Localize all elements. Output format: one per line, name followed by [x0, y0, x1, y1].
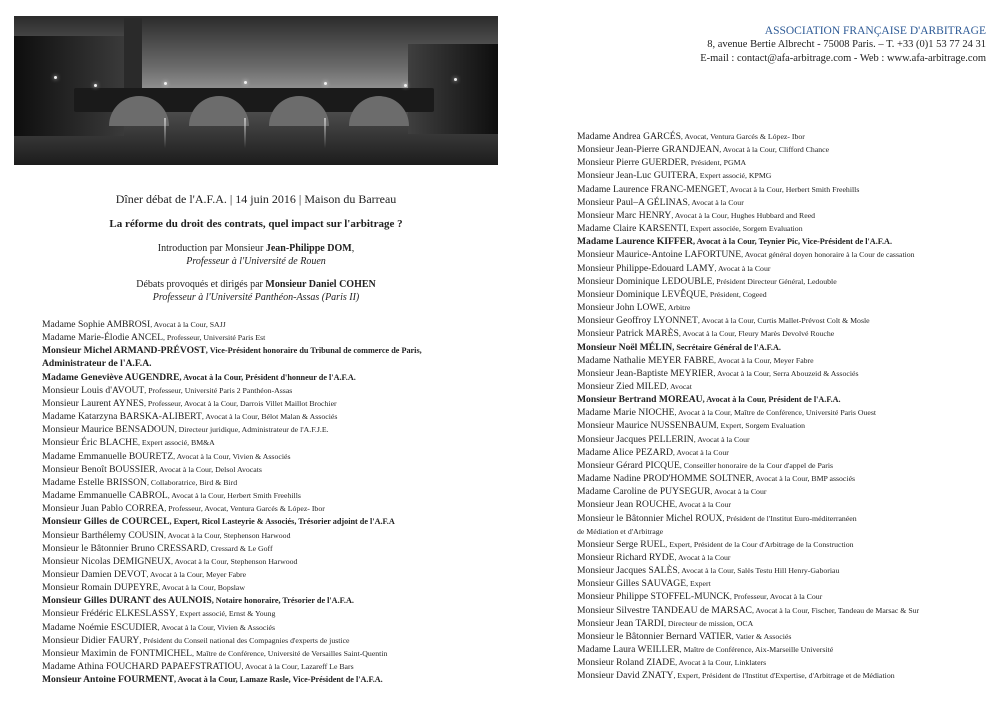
attendee-name: Madame Emmanuelle BOURETZ	[42, 450, 174, 462]
attendee-role: Avocat à la Cour, Stephenson Harwood	[174, 556, 298, 566]
attendee-name: Madame Andrea GARCÉS	[577, 131, 681, 142]
attendee-name: Monsieur Laurent AYNES	[42, 397, 144, 409]
attendee-name: Monsieur Barthélemy COUSIN	[42, 529, 165, 541]
attendee-name: Madame Alice PEZARD	[577, 446, 673, 458]
attendee-entry: Monsieur Maurice NUSSENBAUM, Expert, Sorgem Evaluation	[577, 420, 806, 432]
attendee-name: Madame Caroline de PUYSEGUR	[577, 486, 711, 498]
attendee-name: Monsieur Michel ARMAND-PRÉVOST	[42, 345, 206, 357]
attendee-role: Avocat à la Cour, Salès Testu Hill Henry-Gaboriau	[681, 566, 840, 576]
attendee-entry: Madame Emmanuelle CABROL, Avocat à la Cour, Herbert Smith Freehills	[42, 490, 301, 502]
attendee-entry	[577, 525, 919, 538]
attendee-role: Avocat à la Cour, Bélot Malan & Associés	[205, 412, 338, 422]
attendee-name: Monsieur Serge RUEL	[577, 538, 666, 550]
attendee-name: Monsieur Pierre GUERDER	[577, 157, 687, 169]
attendee-entry: Monsieur Juan Pablo CORREA, Professeur, Avocat, Ventura Garcés & López- Ibor	[42, 503, 325, 515]
intro-speaker-role: Professeur à l'Université de Rouen	[186, 256, 326, 267]
attendee-name: Monsieur Maurice BENSADOUN	[42, 424, 175, 436]
attendee-role: Avocat à la Cour	[713, 487, 767, 497]
attendee-name: Monsieur Jean-Pierre GRANDJEAN	[577, 144, 720, 156]
attendee-role: Vice-Président honoraire du Tribunal de commerce de Paris,	[209, 346, 422, 356]
attendee-role: de Médiation et d'Arbitrage	[577, 526, 664, 536]
attendee-role: Avocat à la Cour	[691, 197, 744, 207]
attendee-name: Monsieur Noël MÉLIN	[577, 341, 673, 353]
attendee-entry: Monsieur Noël MÉLIN, Secrétaire Général de l'A.F.A.	[577, 341, 781, 353]
attendee-role: Expert, Sorgem Evaluation	[720, 421, 806, 431]
attendee-name: Monsieur Gilles de COURCEL	[42, 516, 170, 528]
attendee-role: Avocat à la Cour, Meyer Fabre	[717, 355, 814, 365]
attendee-entry: Monsieur Gilles SAUVAGE, Expert	[577, 578, 711, 590]
attendee-name: Madame Laurence KIFFER	[577, 236, 694, 248]
attendee-entry: Monsieur le Bâtonnier Michel ROUX, Président de l'Institut Euro-méditerranéen	[577, 512, 857, 524]
attendee-entry: Monsieur Éric BLACHE, Expert associé, BM&A	[42, 437, 215, 449]
attendee-name: Monsieur John LOWE	[577, 302, 665, 314]
attendee-entry: Madame Katarzyna BARSKA-ALIBERT, Avocat à la Cour, Bélot Malan & Associés	[42, 411, 338, 423]
attendee-name: Monsieur Silvestre TANDEAU de MARSAC	[577, 604, 752, 616]
attendee-name: Monsieur le Bâtonnier Michel ROUX	[577, 512, 723, 524]
attendee-name: Madame Nathalie MEYER FABRE	[577, 354, 715, 366]
attendee-entry: Monsieur Serge RUEL, Expert, Président de la Cour d'Arbitrage de la Construction	[577, 538, 854, 550]
attendee-entry: Madame Andrea GARCÉS, Avocat, Ventura Garcés & López- Ibor	[577, 131, 805, 142]
attendee-name: Monsieur Gilles DURANT des AULNOIS	[42, 595, 212, 607]
intro-suffix: ,	[351, 243, 355, 254]
attendee-list-right	[577, 130, 919, 683]
attendee-name: Madame Geneviève AUGENDRE	[42, 371, 180, 383]
attendee-entry: Madame Laurence FRANC-MENGET, Avocat à la Cour, Herbert Smith Freehills	[577, 183, 860, 195]
organization-address: 8, avenue Bertie Albrecht - 75008 Paris. – T. +33 (0)1 53 77 24 31	[707, 39, 986, 50]
attendee-role: Avocat à la Cour, Linklaters	[678, 658, 767, 668]
attendee-name: Madame Estelle BRISSON	[42, 476, 147, 488]
attendee-entry: Monsieur Romain DUPEYRE, Avocat à la Cour, Bopslaw	[42, 582, 246, 594]
attendee-entry: Madame Marie NIOCHE, Avocat à la Cour, Maître de Conférence, Université Paris Ouest	[577, 407, 877, 419]
attendee-entry: Monsieur Barthélemy COUSIN, Avocat à la Cour, Stephenson Harwood	[42, 529, 291, 541]
organization-header	[700, 24, 986, 66]
attendee-role: Expert associé, KPMG	[699, 171, 772, 181]
attendee-role: Avocat à la Cour, Serra Abouzeid & Associés	[716, 368, 859, 378]
attendee-entry: Madame Athina FOUCHARD PAPAEFSTRATIOU, Avocat à la Cour, Lazareff Le Bars	[42, 661, 354, 673]
attendee-name: Monsieur Éric BLACHE	[42, 437, 138, 449]
attendee-role: Avocat à la Cour, Herbert Smith Freehills	[729, 184, 860, 194]
attendee-entry	[42, 357, 422, 370]
attendee-entry: Madame Sophie AMBROSI, Avocat à la Cour, SAJJ	[42, 319, 226, 330]
attendee-entry: Monsieur David ZNATY, Expert, Président de l'Institut d'Expertise, d'Arbitrage et de Médiation	[577, 670, 895, 682]
attendee-role: Professeur, Avocat à la Cour, Darrois Villet Maillot Brochier	[147, 398, 337, 408]
attendee-name: Monsieur Maurice-Antoine LAFORTUNE	[577, 249, 742, 261]
attendee-role: Avocat	[670, 381, 692, 391]
attendee-name: Monsieur Philippe-Edouard LAMY	[577, 262, 715, 274]
attendee-name: Monsieur Damien DEVOT	[42, 568, 147, 580]
attendee-entry: Madame Nadine PROD'HOMME SOLTNER, Avocat à la Cour, BMP associés	[577, 473, 856, 485]
attendee-entry: Monsieur Gérard PICQUE, Conseiller honoraire de la Cour d'appel de Paris	[577, 459, 834, 471]
attendee-entry: Monsieur Antoine FOURMENT, Avocat à la Cour, Lamaze Rasle, Vice-Président de l'A.F.A.	[42, 674, 383, 686]
attendee-name: Monsieur Dominique LEDOUBLE	[577, 275, 713, 287]
attendee-role: Avocat à la Cour, Bopslaw	[161, 583, 246, 593]
attendee-role: Expert, Ricol Lasteyrie & Associés, Trésorier adjoint de l'A.F.A	[173, 517, 395, 527]
attendee-role: Avocat à la Cour, Curtis Mallet-Prévost Colt & Mosle	[701, 316, 870, 326]
attendee-role: Avocat à la Cour, BMP associés	[755, 474, 856, 484]
attendee-entry: Monsieur Geoffroy LYONNET, Avocat à la Cour, Curtis Mallet-Prévost Colt & Mosle	[577, 315, 870, 327]
attendee-name: Madame Noémie ESCUDIER	[42, 621, 158, 633]
attendee-name: Madame Laurence FRANC-MENGET	[577, 183, 727, 195]
attendee-role: Avocat à la Cour, Lamaze Rasle, Vice-Président de l'A.F.A.	[177, 675, 383, 685]
attendee-name: Monsieur Maximin de FONTMICHEL	[42, 647, 193, 659]
attendee-role: Avocat à la Cour, SAJJ	[153, 320, 226, 329]
attendee-role: Avocat à la Cour	[717, 263, 771, 273]
attendee-entry: Monsieur Jean TARDI, Directeur de mission, OCA	[577, 617, 754, 629]
attendee-name: Monsieur Paul–A GÉLINAS	[577, 196, 688, 208]
attendee-role: Notaire honoraire, Trésorier de l'A.F.A.	[215, 596, 354, 606]
attendee-name: Madame Nadine PROD'HOMME SOLTNER	[577, 473, 752, 485]
attendee-entry: Monsieur Jean-Pierre GRANDJEAN, Avocat à la Cour, Clifford Chance	[577, 144, 830, 156]
attendee-entry: Monsieur Patrick MARÈS, Avocat à la Cour, Fleury Marès Devolvé Rouche	[577, 328, 835, 340]
attendee-entry: Monsieur Maurice-Antoine LAFORTUNE, Avocat général doyen honoraire à la Cour de cassation	[577, 249, 915, 261]
attendee-name: Monsieur Gilles SAUVAGE	[577, 578, 687, 590]
attendee-entry: Monsieur Paul–A GÉLINAS, Avocat à la Cour	[577, 196, 744, 208]
intro-speaker-name: Jean-Philippe DOM	[265, 243, 352, 254]
attendee-entry: Monsieur Zied MILED, Avocat	[577, 380, 692, 392]
attendee-name: Madame Athina FOUCHARD PAPAEFSTRATIOU	[42, 661, 242, 673]
attendee-name: Monsieur Jean-Baptiste MEYRIER	[577, 367, 714, 379]
event-debate	[14, 278, 498, 304]
event-subject: La réforme du droit des contrats, quel impact sur l'arbitrage ?	[109, 218, 403, 230]
attendee-entry: Monsieur Benoît BOUSSIER, Avocat à la Cour, Delsol Avocats	[42, 463, 262, 475]
attendee-name: Monsieur le Bâtonnier Bruno CRESSARD	[42, 542, 207, 554]
attendee-role: Avocat à la Cour, Hughes Hubbard and Reed	[674, 210, 816, 220]
attendee-name: Monsieur Dominique LEVÊQUE	[577, 288, 706, 300]
attendee-role: Avocat à la Cour, Président de l'A.F.A.	[706, 395, 841, 405]
attendee-entry: Monsieur John LOWE, Arbitre	[577, 302, 691, 314]
attendee-role: Conseiller honoraire de la Cour d'appel de Paris	[683, 460, 834, 470]
attendee-entry: Madame Laura WEILLER, Maître de Conférence, Aix-Marseille Université	[577, 644, 834, 656]
attendee-entry: Madame Geneviève AUGENDRE, Avocat à la Cour, Président d'honneur de l'A.F.A.	[42, 371, 356, 383]
attendee-role: Président du Conseil national des Compagnies d'experts de justice	[143, 635, 350, 645]
event-title: Dîner débat de l'A.F.A. | 14 juin 2016 | Maison du Barreau	[115, 192, 397, 206]
attendee-role: Expert associée, Sorgem Evaluation	[690, 224, 803, 234]
attendee-role: Président de l'Institut Euro-méditerranéen	[726, 513, 857, 523]
attendee-role: Avocat à la Cour, Vivien & Associés	[161, 622, 276, 632]
attendee-name: Monsieur Didier FAURY	[42, 634, 140, 646]
attendee-entry: Monsieur Gilles de COURCEL, Expert, Ricol Lasteyrie & Associés, Trésorier adjoint de l'A.F.A	[42, 516, 395, 528]
attendee-role: Secrétaire Général de l'A.F.A.	[676, 342, 781, 352]
attendee-role: Expert, Président de l'Institut d'Expertise, d'Arbitrage et de Médiation	[677, 671, 895, 681]
attendee-name: Administrateur de l'A.F.A.	[42, 358, 152, 370]
attendee-name: Monsieur Marc HENRY	[577, 209, 672, 221]
attendee-entry: Monsieur le Bâtonnier Bruno CRESSARD, Cressard & Le Goff	[42, 542, 273, 554]
attendee-name: Monsieur Bertrand MOREAU	[577, 394, 703, 406]
attendee-name: Monsieur Jean-Luc GUITERA	[577, 170, 696, 182]
attendee-entry: Monsieur Gilles DURANT des AULNOIS, Notaire honoraire, Trésorier de l'A.F.A.	[42, 595, 354, 607]
attendee-name: Monsieur Richard RYDE	[577, 552, 675, 563]
attendee-entry: Monsieur Philippe-Edouard LAMY, Avocat à la Cour	[577, 262, 771, 274]
intro-prefix: Introduction par Monsieur	[157, 243, 266, 254]
attendee-role: Expert associé, BM&A	[141, 438, 215, 448]
attendee-entry: Monsieur Michel ARMAND-PRÉVOST, Vice-Président honoraire du Tribunal de commerce de Paris,	[42, 345, 422, 357]
attendee-role: Maître de Conférence, Aix-Marseille Université	[683, 645, 834, 655]
attendee-role: Expert, Président de la Cour d'Arbitrage de la Construction	[669, 539, 854, 549]
attendee-role: Professeur, Avocat à la Cour	[733, 592, 823, 602]
attendee-entry: Madame Caroline de PUYSEGUR, Avocat à la Cour	[577, 486, 767, 498]
attendee-entry: Monsieur Dominique LEDOUBLE, Président Directeur Général, Ledouble	[577, 275, 837, 287]
attendee-role: Avocat à la Cour, Meyer Fabre	[149, 569, 247, 579]
debate-moderator-role: Professeur à l'Université Panthéon-Assas (Paris II)	[152, 292, 360, 303]
attendee-entry: Madame Nathalie MEYER FABRE, Avocat à la Cour, Meyer Fabre	[577, 354, 814, 366]
attendee-role: Président, Cogeed	[709, 289, 767, 299]
attendee-entry: Monsieur Maximin de FONTMICHEL, Maître de Conférence, Université de Versailles Saint-Quentin	[42, 647, 388, 659]
attendee-role: Professeur, Université Paris Est	[166, 333, 266, 343]
attendee-entry: Monsieur Maurice BENSADOUN, Directeur juridique, Administrateur de l'A.F.J.E.	[42, 424, 329, 436]
attendee-entry: Madame Claire KARSENTI, Expert associée, Sorgem Evaluation	[577, 223, 803, 235]
attendee-name: Monsieur Jacques PELLERIN	[577, 433, 694, 445]
attendee-entry: Monsieur Jean ROUCHE, Avocat à la Cour	[577, 499, 731, 511]
attendee-role: Expert	[690, 579, 711, 589]
attendee-role: Avocat à la Cour, Président d'honneur de l'A.F.A.	[183, 372, 356, 382]
attendee-role: Président Directeur Général, Ledouble	[716, 276, 837, 286]
attendee-entry: Monsieur Richard RYDE, Avocat à la Cour	[577, 552, 731, 563]
attendee-name: Monsieur David ZNATY	[577, 670, 674, 682]
attendee-role: Avocat à la Cour	[678, 553, 731, 562]
attendee-entry: Monsieur Philippe STOFFEL-MUNCK, Professeur, Avocat à la Cour	[577, 591, 823, 603]
attendee-entry: Madame Noémie ESCUDIER, Avocat à la Cour, Vivien & Associés	[42, 621, 276, 633]
attendee-entry: Monsieur Jean-Luc GUITERA, Expert associé, KPMG	[577, 170, 772, 182]
attendee-entry: Monsieur Nicolas DEMIGNEUX, Avocat à la Cour, Stephenson Harwood	[42, 555, 298, 567]
attendee-role: Avocat à la Cour, Teynier Pic, Vice-Président de l'A.F.A.	[696, 237, 893, 247]
attendee-name: Monsieur Patrick MARÈS	[577, 328, 679, 340]
attendee-role: Avocat à la Cour, Stephenson Harwood	[167, 530, 291, 540]
attendee-entry: Madame Alice PEZARD, Avocat à la Cour	[577, 446, 729, 458]
attendee-role: Président, PGMA	[690, 158, 747, 168]
attendee-entry: Madame Emmanuelle BOURETZ, Avocat à la Cour, Vivien & Associés	[42, 450, 291, 462]
attendee-entry: Monsieur Jacques PELLERIN, Avocat à la Cour	[577, 433, 750, 445]
attendee-entry: Monsieur Laurent AYNES, Professeur, Avocat à la Cour, Darrois Villet Maillot Brochier	[42, 397, 337, 409]
attendee-role: Professeur, Université Paris 2 Panthéon-Assas	[148, 385, 293, 395]
attendee-name: Madame Marie-Élodie ANCEL	[42, 332, 163, 344]
attendee-name: Monsieur Juan Pablo CORREA	[42, 503, 165, 515]
attendee-role: Avocat à la Cour, Fleury Marès Devolvé Rouche	[682, 329, 835, 339]
attendee-entry: Madame Estelle BRISSON, Collaboratrice, Bird & Bird	[42, 476, 238, 488]
attendee-role: Avocat à la Cour, Fischer, Tandeau de Marsac & Sur	[755, 605, 920, 615]
attendee-entry: Monsieur Marc HENRY, Avocat à la Cour, Hughes Hubbard and Reed	[577, 209, 816, 221]
attendee-entry: Monsieur Pierre GUERDER, Président, PGMA	[577, 157, 747, 169]
header-photo-paris-bridge	[14, 16, 498, 165]
attendee-name: Monsieur Maurice NUSSENBAUM	[577, 420, 717, 432]
attendee-name: Madame Sophie AMBROSI	[42, 319, 151, 330]
attendee-name: Madame Katarzyna BARSKA-ALIBERT	[42, 411, 202, 423]
attendee-role: Avocat à la Cour, Clifford Chance	[722, 145, 830, 155]
attendee-entry: Monsieur Bertrand MOREAU, Avocat à la Cour, Président de l'A.F.A.	[577, 394, 841, 406]
attendee-name: Monsieur Benoît BOUSSIER	[42, 463, 156, 475]
attendee-name: Madame Laura WEILLER	[577, 644, 680, 656]
attendee-name: Monsieur Nicolas DEMIGNEUX	[42, 555, 171, 567]
event-details	[14, 192, 498, 304]
attendee-name: Madame Marie NIOCHE	[577, 407, 675, 419]
attendee-entry: Monsieur Damien DEVOT, Avocat à la Cour, Meyer Fabre	[42, 568, 247, 580]
attendee-name: Monsieur Romain DUPEYRE	[42, 582, 159, 594]
attendee-name: Monsieur le Bâtonnier Bernard VATIER	[577, 630, 732, 642]
attendee-name: Madame Claire KARSENTI	[577, 223, 687, 235]
attendee-name: Monsieur Jean ROUCHE	[577, 499, 676, 511]
attendee-role: Cressard & Le Goff	[210, 543, 273, 553]
attendee-role: Directeur de mission, OCA	[667, 618, 754, 628]
attendee-role: Avocat général doyen honoraire à la Cour de cassation	[744, 250, 915, 260]
attendee-role: Collaboratrice, Bird & Bird	[150, 477, 238, 487]
attendee-entry: Monsieur Louis d'AVOUT, Professeur, Université Paris 2 Panthéon-Assas	[42, 384, 293, 396]
attendee-entry: Monsieur Didier FAURY, Président du Conseil national des Compagnies d'experts de justice	[42, 634, 350, 646]
attendee-role: Avocat à la Cour, Maître de Conférence, Université Paris Ouest	[677, 408, 877, 418]
attendee-name: Monsieur Jean TARDI	[577, 617, 664, 629]
attendee-name: Monsieur Zied MILED	[577, 380, 667, 392]
attendee-role: Avocat à la Cour, Vivien & Associés	[176, 451, 291, 461]
attendee-entry: Monsieur Dominique LEVÊQUE, Président, Cogeed	[577, 288, 767, 300]
attendee-role: Avocat à la Cour	[697, 434, 750, 444]
organization-contact: E-mail : contact@afa-arbitrage.com - Web : www.afa-arbitrage.com	[700, 53, 986, 64]
attendee-name: Madame Emmanuelle CABROL	[42, 490, 168, 502]
debate-prefix: Débats provoqués et dirigés par	[136, 279, 266, 290]
attendee-entry: Monsieur Jean-Baptiste MEYRIER, Avocat à la Cour, Serra Abouzeid & Associés	[577, 367, 859, 379]
attendee-name: Monsieur Antoine FOURMENT	[42, 674, 175, 686]
attendee-entry: Monsieur Silvestre TANDEAU de MARSAC, Avocat à la Cour, Fischer, Tandeau de Marsac & Sur	[577, 604, 920, 616]
attendee-entry: Monsieur Jacques SALÈS, Avocat à la Cour, Salès Testu Hill Henry-Gaboriau	[577, 565, 840, 577]
attendee-role: Avocat, Ventura Garcés & López- Ibor	[684, 132, 805, 141]
attendee-role: Avocat à la Cour, Herbert Smith Freehills	[171, 491, 301, 501]
debate-moderator-name: Monsieur Daniel COHEN	[265, 279, 376, 290]
attendee-name: Monsieur Louis d'AVOUT	[42, 384, 145, 396]
attendee-role: Avocat à la Cour	[676, 447, 729, 457]
attendee-name: Monsieur Jacques SALÈS	[577, 565, 678, 577]
attendee-list-left	[42, 318, 422, 686]
event-introduction	[14, 242, 498, 268]
attendee-role: Expert associé, Ernst & Young	[179, 609, 276, 619]
attendee-name: Monsieur Geoffroy LYONNET	[577, 315, 698, 327]
attendee-role: Avocat à la Cour, Lazareff Le Bars	[244, 662, 354, 672]
attendee-name: Monsieur Roland ZIADE	[577, 657, 676, 669]
attendee-role: Professeur, Avocat, Ventura Garcés & López- Ibor	[168, 504, 325, 514]
attendee-role: Avocat à la Cour, Delsol Avocats	[159, 464, 262, 474]
attendee-name: Monsieur Philippe STOFFEL-MUNCK	[577, 591, 730, 603]
attendee-role: Arbitre	[667, 303, 691, 313]
attendee-entry: Madame Marie-Élodie ANCEL, Professeur, Université Paris Est	[42, 332, 266, 344]
attendee-role: Directeur juridique, Administrateur de l'A.F.J.E.	[178, 425, 329, 435]
attendee-role: Avocat à la Cour	[678, 500, 731, 510]
attendee-entry: Monsieur Roland ZIADE, Avocat à la Cour, Linklaters	[577, 657, 767, 669]
attendee-role: Maître de Conférence, Université de Versailles Saint-Quentin	[195, 648, 388, 658]
attendee-name: Monsieur Gérard PICQUE	[577, 459, 680, 471]
attendee-entry: Monsieur Frédéric ELKESLASSY, Expert associé, Ernst & Young	[42, 608, 276, 620]
organization-name: ASSOCIATION FRANÇAISE D'ARBITRAGE	[764, 25, 986, 37]
attendee-entry: Madame Laurence KIFFER, Avocat à la Cour, Teynier Pic, Vice-Président de l'A.F.A.	[577, 236, 893, 248]
attendee-entry: Monsieur le Bâtonnier Bernard VATIER, Vatier & Associés	[577, 630, 792, 642]
attendee-name: Monsieur Frédéric ELKESLASSY	[42, 608, 176, 620]
attendee-role: Vatier & Associés	[735, 631, 792, 641]
